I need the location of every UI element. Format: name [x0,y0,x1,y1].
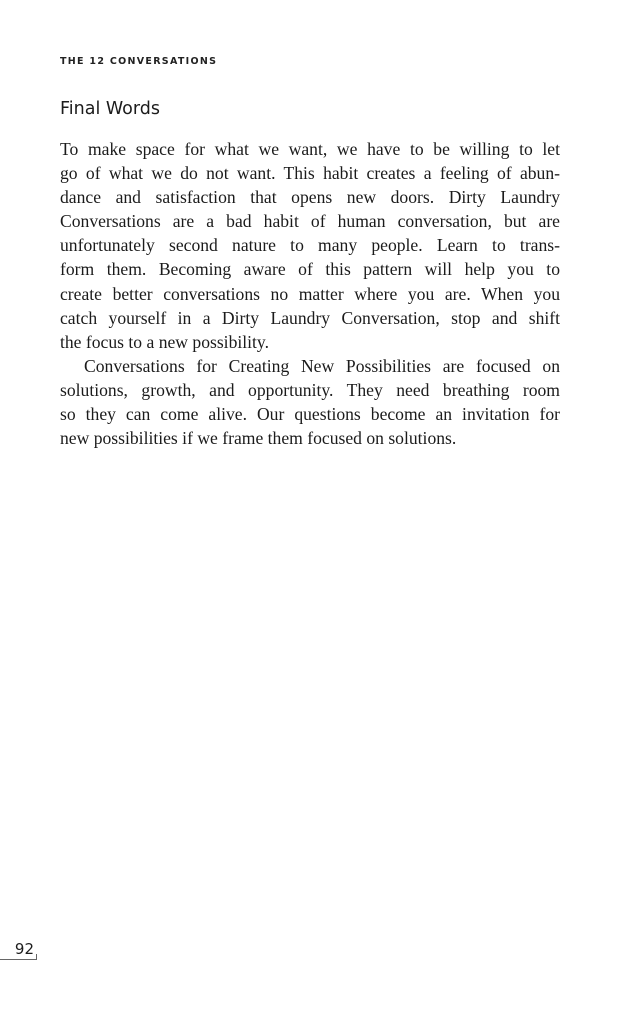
paragraph-2 [60,354,560,450]
page-number: 92 [14,940,34,958]
paragraph-1 [60,137,560,354]
text-line: go of what we do not want. This habit creates a feeling of abun- [60,163,560,184]
running-head: THE 12 CONVERSATIONS [60,56,218,67]
text-line: form them. Becoming aware of this pattern will help you to [60,259,560,280]
text-line: Conversations are a bad habit of human conversation, but are [60,211,560,232]
page-number-rule [0,959,37,960]
text-line: dance and satisfaction that opens new doors. Dirty Laundry [60,187,560,208]
page-number-tick [36,954,37,960]
text-line: Conversations for Creating New Possibilities are focused on [84,355,560,376]
text-line: solutions, growth, and opportunity. They need breathing room [60,379,560,400]
text-line: new possibilities if we frame them focused on solutions. [60,428,457,449]
text-line: unfortunately second nature to many people. Learn to trans- [60,235,560,256]
text-line: To make space for what we want, we have to be willing to let [60,139,560,159]
text-line: create better conversations no matter where you are. When you [60,283,560,304]
text-line: catch yourself in a Dirty Laundry Conversation, stop and shift [60,307,560,328]
body-text [60,137,560,450]
text-line: so they can come alive. Our questions become an invitation for [60,404,560,425]
text-line: the focus to a new possibility. [60,331,269,352]
page-number-block [0,940,37,960]
section-title: Final Words [60,99,160,119]
